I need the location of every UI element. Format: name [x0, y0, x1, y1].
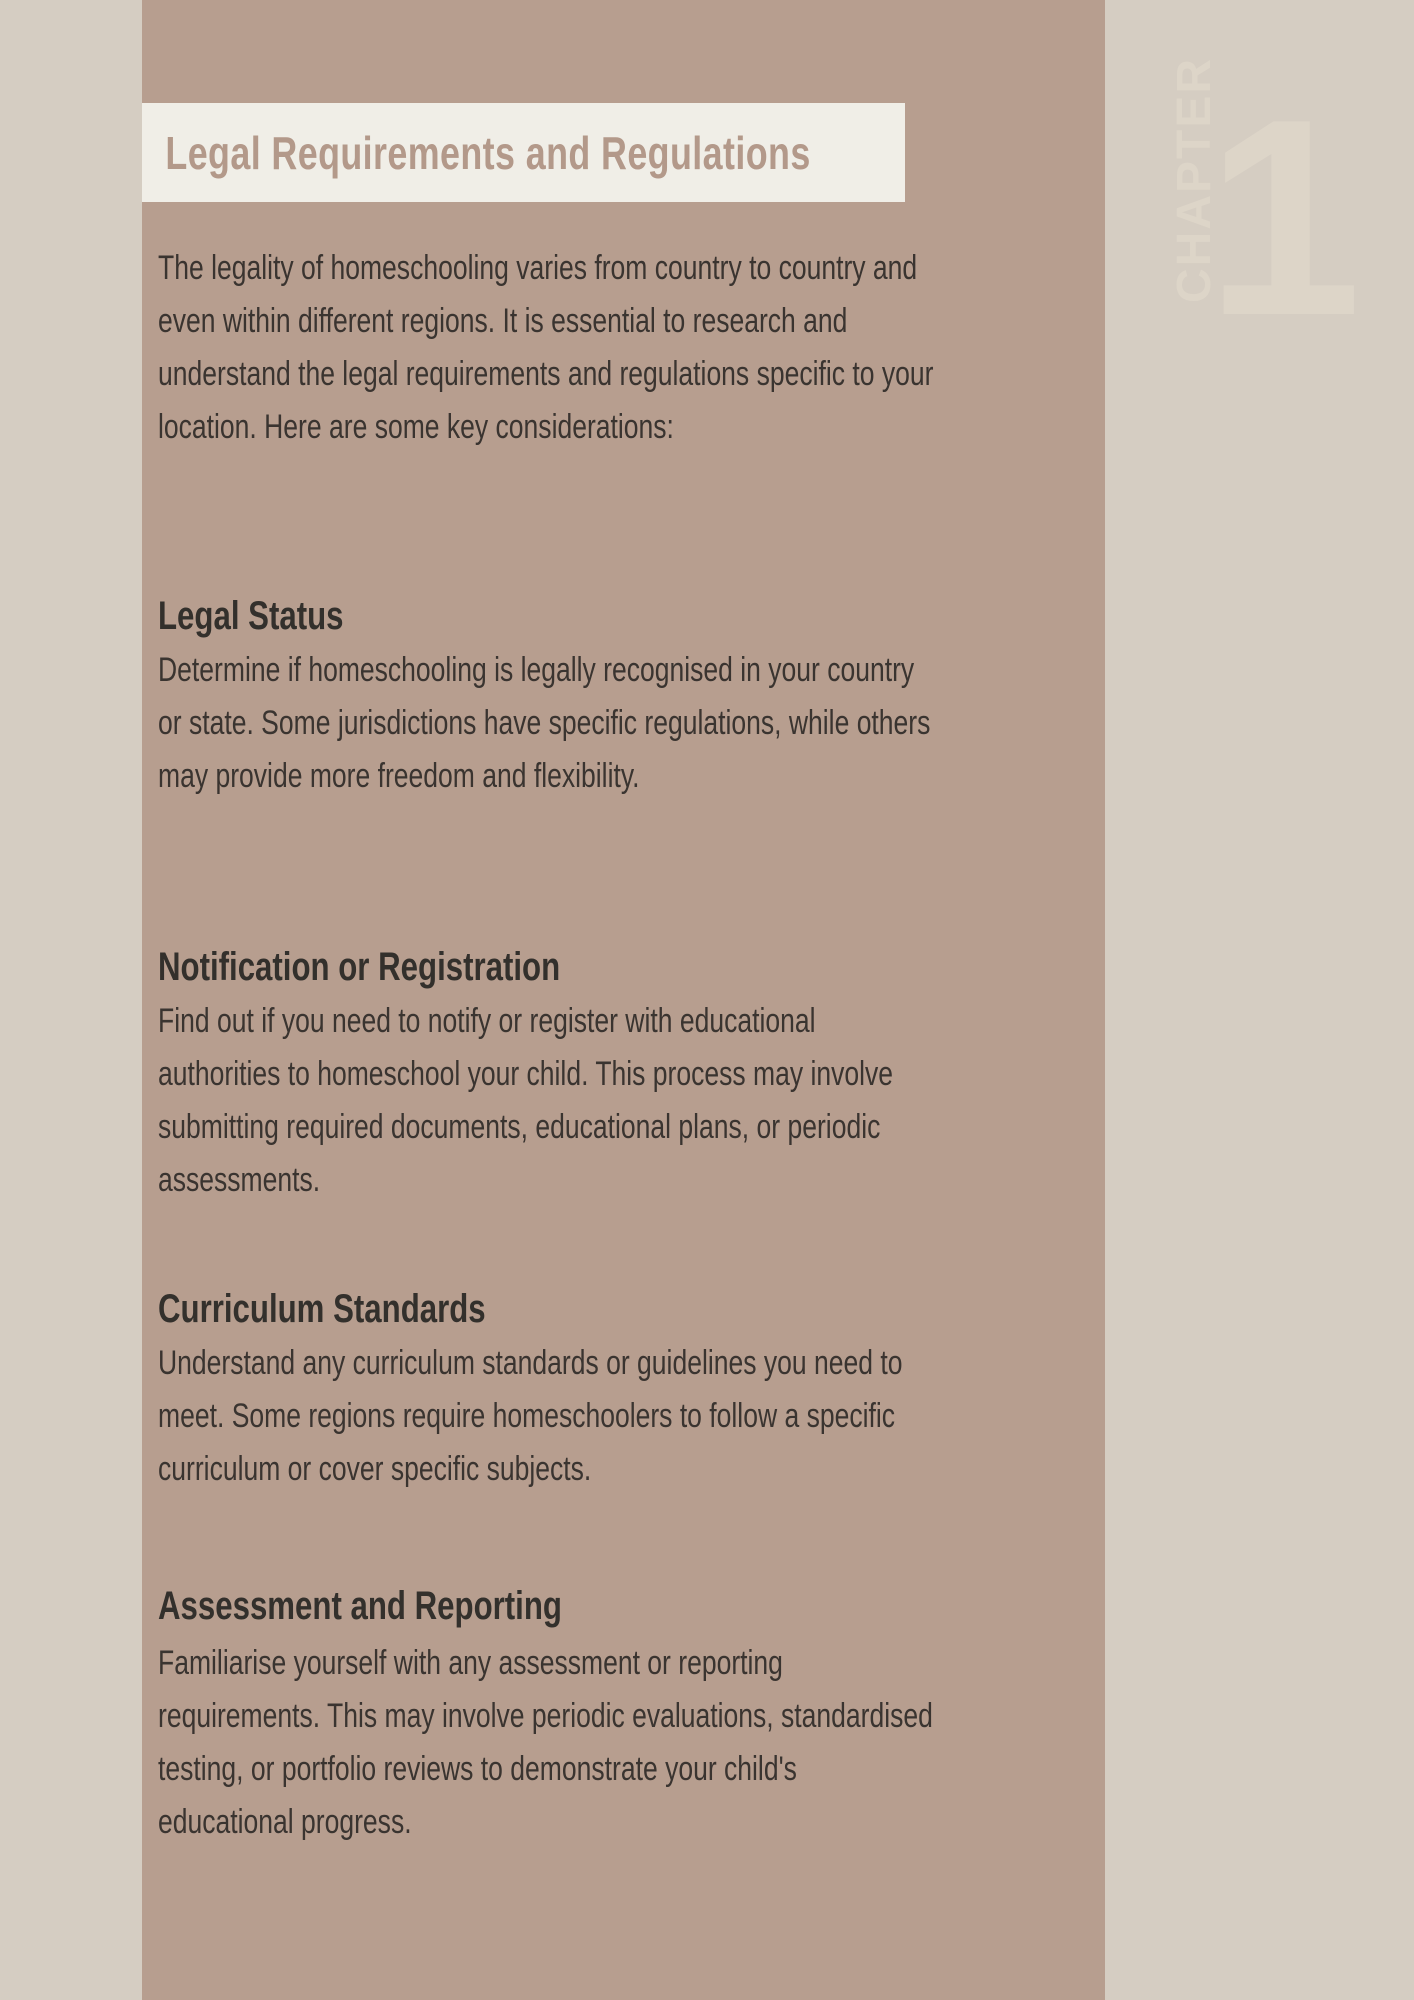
- intro-paragraph: The legality of homeschooling varies from country to country and even within different regions. It is essential to research and understand the legal requirements and regulations specific to your location. Here are some key considerations:: [158, 249, 934, 446]
- chapter-number: 1: [1206, 62, 1362, 374]
- page-title: Legal Requirements and Regulations: [165, 126, 811, 179]
- section-body-legal-status: Determine if homeschooling is legally recognised in your country or state. Some jurisdictions have specific regulations, while others may provide more freedom and flexibility.: [158, 651, 931, 795]
- section-body-notification-or-registration: Find out if you need to notify or register with educational authorities to homeschool your child. This process may involve submitting required documents, educational plans, or periodic assessments.: [158, 1002, 894, 1199]
- page-title-box: [142, 103, 905, 202]
- section-heading-legal-status: Legal Status: [158, 594, 344, 638]
- chapter-label: CHAPTER: [1168, 56, 1221, 303]
- section-body-curriculum-standards: Understand any curriculum standards or guidelines you need to meet. Some regions require homeschoolers to follow a specific curriculum or cover specific subjects.: [158, 1344, 903, 1488]
- section-heading-assessment-and-reporting: Assessment and Reporting: [158, 1584, 562, 1628]
- section-heading-notification-or-registration: Notification or Registration: [158, 945, 561, 989]
- section-body-assessment-and-reporting: Familiarise yourself with any assessment or reporting requirements. This may involve periodic evaluations, standardised testing, or portfolio reviews to demonstrate your child's educational progress.: [158, 1644, 933, 1841]
- section-heading-curriculum-standards: Curriculum Standards: [158, 1287, 486, 1331]
